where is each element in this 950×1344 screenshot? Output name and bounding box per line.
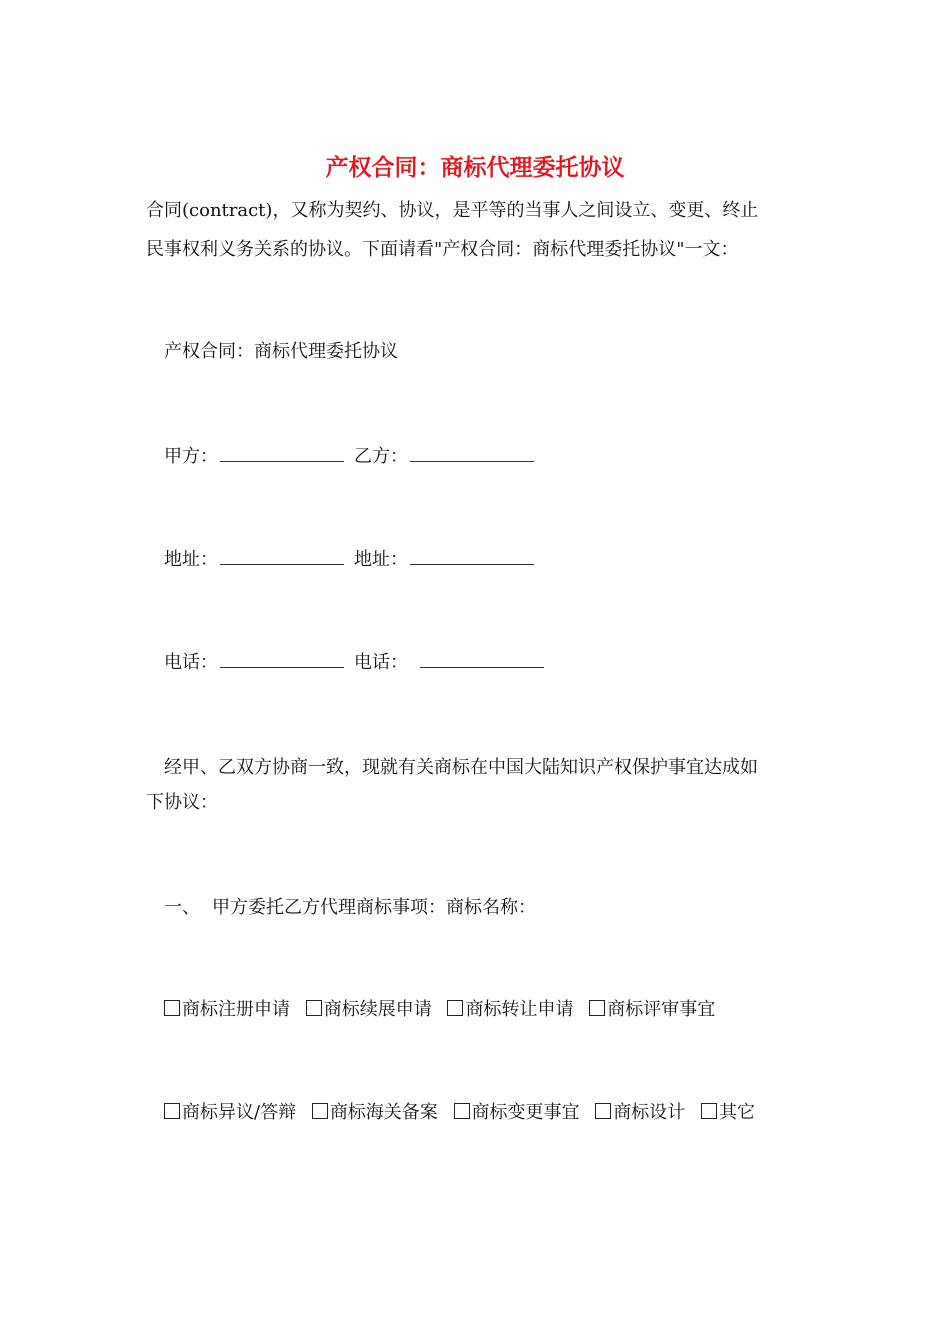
- options-row-2: [164, 1101, 765, 1125]
- phone-b-label: 电话：: [354, 652, 408, 673]
- checkbox-icon[interactable]: [701, 1103, 717, 1119]
- option-customs-record[interactable]: [312, 1101, 438, 1125]
- option-label: 商标注册申请: [182, 999, 290, 1020]
- address-b-label: 地址：: [354, 549, 408, 570]
- option-label: 商标异议/答辩: [182, 1102, 297, 1123]
- checkbox-icon[interactable]: [595, 1103, 611, 1119]
- phone-a-label: 电话：: [164, 652, 218, 673]
- address-row: [164, 547, 544, 572]
- checkbox-icon[interactable]: [164, 1103, 180, 1119]
- phone-b-blank[interactable]: [420, 650, 544, 668]
- contract-subtitle: 产权合同：商标代理委托协议: [164, 341, 398, 362]
- option-trademark-renewal[interactable]: [306, 998, 432, 1022]
- option-label: 商标续展申请: [323, 999, 432, 1020]
- phone-a-blank[interactable]: [220, 650, 344, 668]
- clause-1-text: 甲方委托乙方代理商标事项：商标名称：: [212, 897, 536, 918]
- document-title: 产权合同：商标代理委托协议: [325, 155, 625, 181]
- checkbox-icon[interactable]: [306, 1000, 322, 1016]
- consult-line-1: 经甲、乙双方协商一致，现就有关商标在中国大陆知识产权保护事宜达成如: [164, 757, 758, 778]
- option-trademark-review[interactable]: [589, 998, 715, 1022]
- option-trademark-opposition[interactable]: [164, 1101, 296, 1125]
- intro-line-2: 民事权利义务关系的协议。下面请看"产权合同：商标代理委托协议"一文：: [146, 239, 739, 260]
- options-row-1: [164, 998, 725, 1022]
- phone-row: [164, 650, 554, 675]
- party-b-blank[interactable]: [410, 444, 534, 462]
- checkbox-icon[interactable]: [589, 1000, 605, 1016]
- address-b-blank[interactable]: [410, 547, 534, 565]
- option-trademark-change[interactable]: [454, 1101, 580, 1125]
- address-a-label: 地址：: [164, 549, 218, 570]
- option-trademark-design[interactable]: [595, 1101, 685, 1125]
- party-row: [164, 444, 544, 469]
- clause-1: [164, 896, 536, 920]
- option-other[interactable]: [701, 1101, 755, 1125]
- option-trademark-transfer[interactable]: [447, 998, 573, 1022]
- clause-1-number: 一、: [164, 897, 200, 918]
- option-label: 其它: [719, 1102, 756, 1123]
- party-a-label: 甲方：: [164, 446, 218, 467]
- option-label: 商标设计: [613, 1102, 686, 1123]
- option-label: 商标评审事宜: [607, 999, 716, 1020]
- address-a-blank[interactable]: [220, 547, 344, 565]
- option-label: 商标转让申请: [465, 999, 574, 1020]
- checkbox-icon[interactable]: [454, 1103, 470, 1119]
- intro-line-1: 合同(contract)，又称为契约、协议，是平等的当事人之间设立、变更、终止: [146, 200, 759, 221]
- checkbox-icon[interactable]: [447, 1000, 463, 1016]
- checkbox-icon[interactable]: [164, 1000, 180, 1016]
- checkbox-icon[interactable]: [312, 1103, 328, 1119]
- option-label: 商标变更事宜: [471, 1102, 580, 1123]
- option-trademark-registration[interactable]: [164, 998, 290, 1022]
- party-b-label: 乙方：: [354, 446, 408, 467]
- party-a-blank[interactable]: [220, 444, 344, 462]
- consult-line-2: 下协议：: [146, 792, 218, 813]
- option-label: 商标海关备案: [329, 1102, 438, 1123]
